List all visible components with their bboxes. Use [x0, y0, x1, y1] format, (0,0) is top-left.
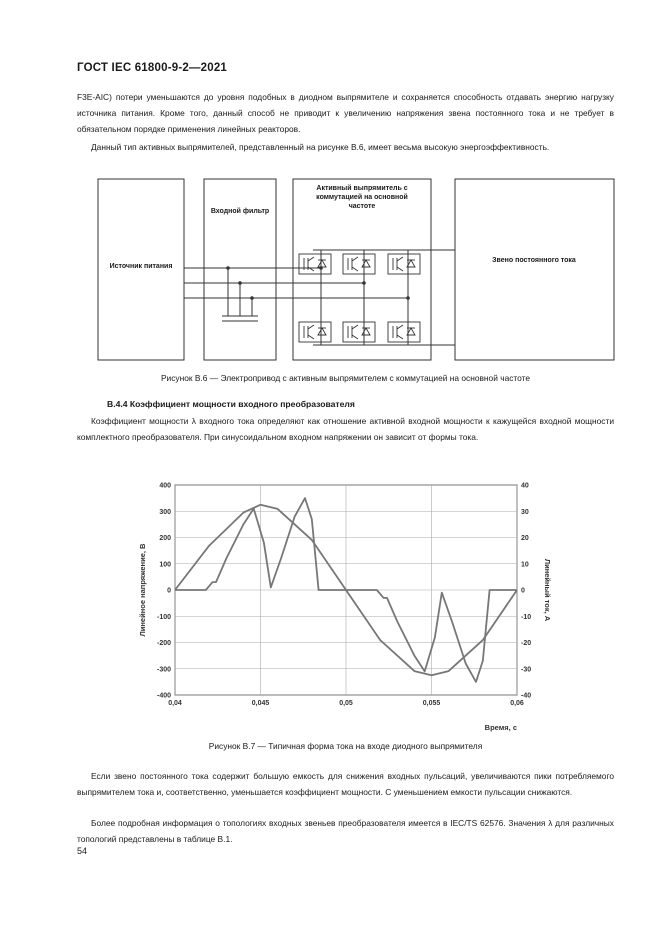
- y2-tick-label: 40: [521, 482, 529, 490]
- x-tick-label: 0,06: [510, 700, 524, 707]
- y2-tick-label: -30: [521, 666, 532, 674]
- y-tick-label: -300: [156, 666, 171, 674]
- x-tick-label: 0,04: [168, 700, 182, 707]
- y-tick-label: 200: [159, 535, 171, 542]
- y2-tick-label: 10: [521, 561, 529, 569]
- y2-tick-label: -40: [521, 692, 532, 700]
- x-tick-label: 0,045: [251, 700, 270, 707]
- y2-tick-label: -10: [521, 613, 532, 621]
- y2-tick-label: 20: [521, 535, 529, 542]
- block-filter-label: Входной фильтр: [210, 208, 270, 215]
- block-dc-label: Звено постоянного тока: [492, 257, 576, 264]
- paragraph: F3E-AIC) потери уменьшаются до уровня подобных в диодном выпрямителе и сохраняется способность отдавать энергию нагрузку источника питания. Кроме того, данный способ не приводит к увеличению напряжения звена постоянного тока и не требует в обязательном порядке применения линейных реакторов.: [77, 92, 614, 134]
- x-tick-label: 0,05: [339, 700, 353, 707]
- y-tick-label: -200: [156, 640, 171, 647]
- paragraph: Коэффициент мощности λ входного тока определяют как отношение активной входной мощности к кажущейся входной мощности комплектного преобразователя. При синусоидальном входном напряжении он зависит от формы тока.: [77, 416, 614, 442]
- block-rectifier-label: Активный выпрямитель с коммутацией на основной частоте: [316, 185, 408, 210]
- y2-tick-label: 30: [521, 508, 529, 516]
- y2-axis-label: Линейный ток, А: [543, 558, 552, 622]
- standard-title: ГОСТ IEC 61800-9-2—2021: [77, 62, 228, 74]
- y2-tick-label: -20: [521, 640, 532, 647]
- y-tick-label: 300: [159, 508, 171, 516]
- y2-tick-label: 0: [521, 587, 525, 595]
- page-number: 54: [77, 846, 88, 856]
- section-heading: B.4.4 Коэффициент мощности входного преобразователя: [107, 399, 355, 409]
- x-axis-label: Время, с: [484, 723, 517, 732]
- y-tick-label: 0: [167, 587, 171, 595]
- y-tick-label: 100: [159, 561, 171, 569]
- y-tick-label: -400: [156, 692, 171, 700]
- paragraph: Данный тип активных выпрямителей, представленный на рисунке B.6, имеет весьма высокую энергоэффективность.: [91, 142, 550, 152]
- x-tick-label: 0,055: [422, 700, 441, 707]
- paragraph: Более подробная информация о топологиях входных звеньев преобразователя имеется в IEC/TS 62576. Значения λ для различных топологий представлены в таблице B.1.: [77, 818, 614, 844]
- figure-b7-caption: Рисунок B.7 — Типичная форма тока на входе диодного выпрямителя: [208, 741, 483, 751]
- paragraph: Если звено постоянного тока содержит большую емкость для снижения входных пульсаций, увеличиваются пики потребляемого выпрямителем тока и, соответственно, уменьшается коэффициент мощности. С уменьшением емкости пульсации снижаются.: [77, 771, 614, 797]
- y-axis-label: Линейное напряжение, В: [138, 543, 147, 637]
- y-tick-label: 400: [159, 482, 171, 490]
- block-source-label: Источник питания: [109, 263, 173, 270]
- figure-b6-caption: Рисунок B.6 — Электропривод с активным выпрямителем с коммутацией на основной частоте: [160, 373, 531, 383]
- y-tick-label: -100: [156, 613, 171, 621]
